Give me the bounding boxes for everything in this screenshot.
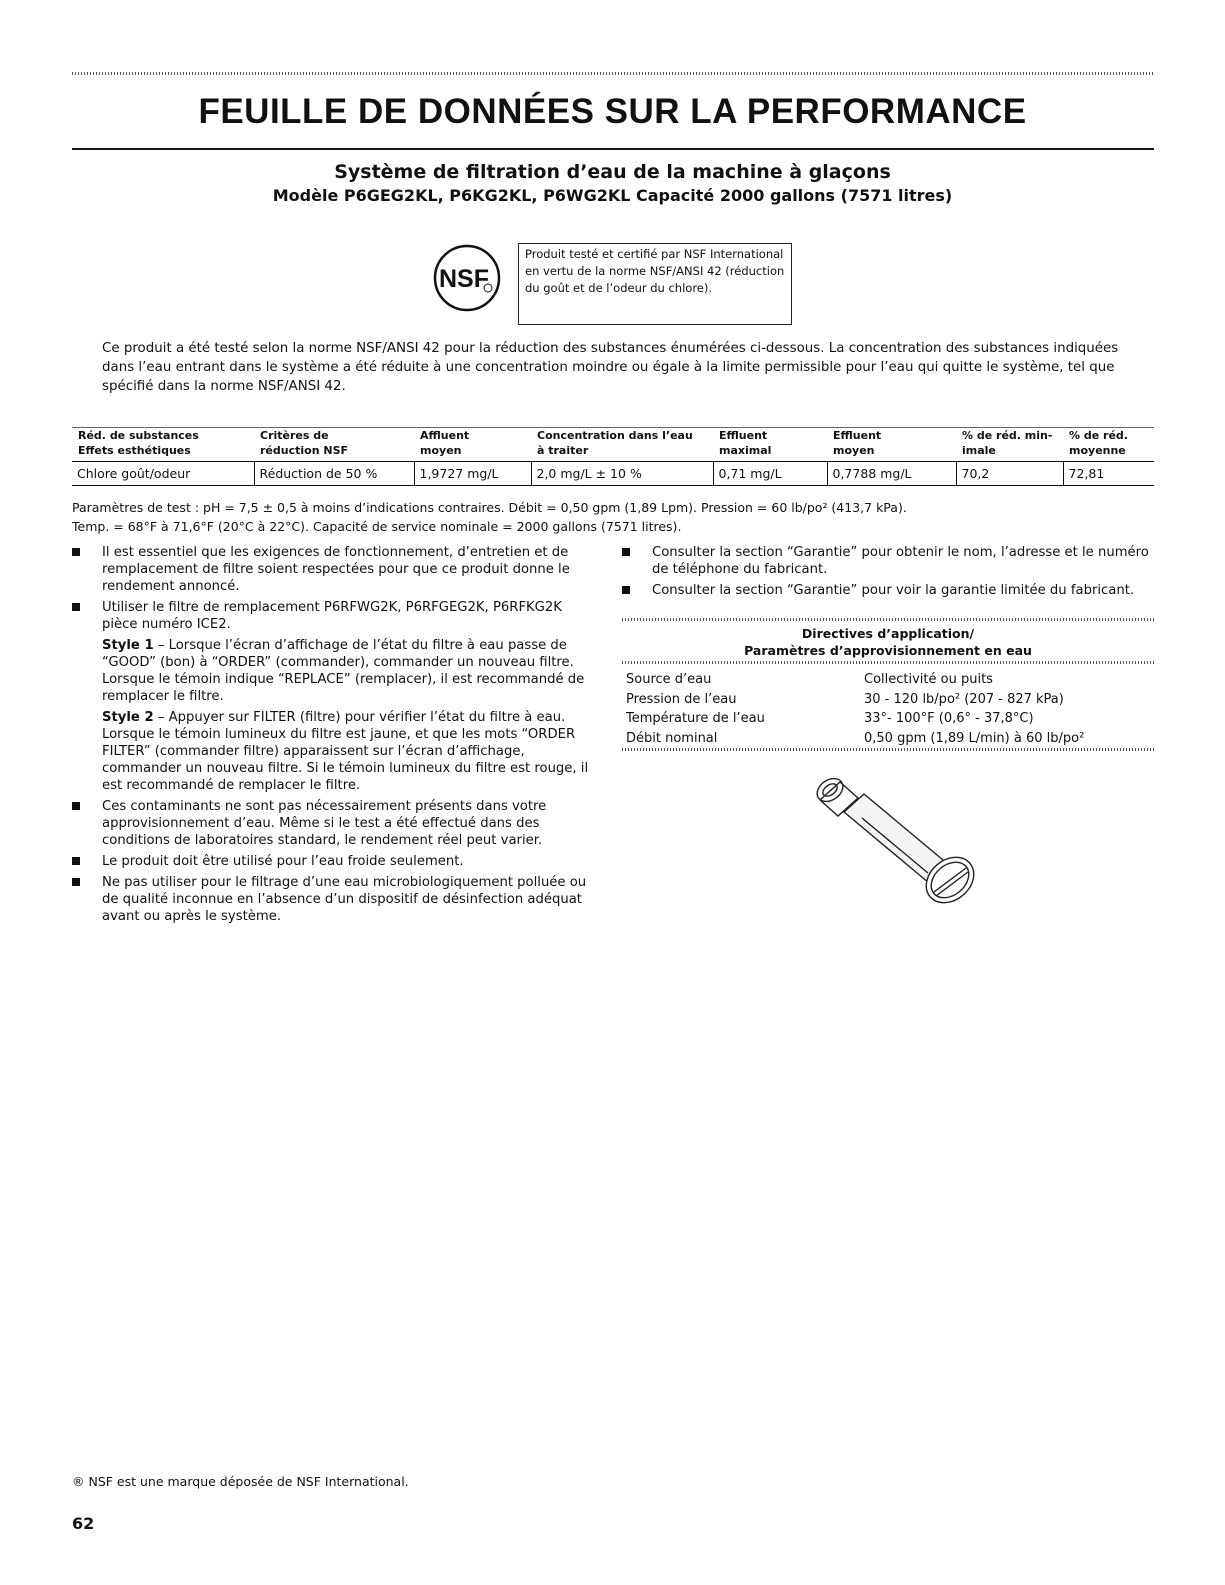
bullet-square-icon — [72, 603, 80, 611]
title-divider — [72, 148, 1154, 150]
nsf-logo-icon — [433, 244, 501, 312]
test-parameters-line: Paramètres de test : pH = 7,5 ± 0,5 à moins d’indications contraires. Débit = 0,50 gpm (1,89 Lpm). Pression = 60 lb/po² (413,7 kPa). — [72, 500, 907, 515]
list-item: Consulter la section “Garantie” pour voir la garantie limitée du fabricant. — [622, 582, 1154, 599]
table-row — [622, 709, 1154, 729]
table-header-cell: % de réd. moyenne — [1063, 428, 1154, 462]
right-bullet-list — [622, 544, 1154, 603]
application-title: Directives d’application/ Paramètres d’approvisionnement en eau — [744, 626, 1032, 658]
table-header-cell: Affluent moyen — [414, 428, 531, 462]
table-header-cell: Concentration dans l’eau à traiter — [531, 428, 713, 462]
list-item: Le produit doit être utilisé pour l’eau froide seulement. — [72, 853, 592, 870]
list-item: Utiliser le filtre de remplacement P6RFWG2K, P6RFGEG2K, P6RFKG2K pièce numéro ICE2. Style 1 – Lorsque l’écran d’affichage de l’état du filtre à eau passe de “GOOD” (bon) à “ORDER” (commander), commander un nouveau filtre. Lorsque le témoin indique “REPLACE” (remplacer), il est recommandé de remplacer le filtre. Style 2 – Appuyer sur FILTER (filtre) pour vérifier l’état du filtre à eau. Lorsque le témoin lumineux du filtre est jaune, et que les mots “ORDER FILTER” (commander filtre) apparaissent sur l’écran d’affichage, commander un nouveau filtre. Si le témoin lumineux du filtre est rouge, il est recommandé de remplacer le filtre. — [72, 599, 592, 794]
table-cell: 0,71 mg/L — [713, 462, 827, 486]
style-1-paragraph: Style 1 – Lorsque l’écran d’affichage de l’état du filtre à eau passe de “GOOD” (bon) à “ORDER” (commander), commander un nouveau filtre. Lorsque le témoin indique “REPLACE” (remplacer), il est recommandé de remplacer le filtre. — [102, 638, 585, 704]
left-bullet-list — [72, 544, 592, 929]
table-row — [72, 462, 1154, 486]
list-item: Ne pas utiliser pour le filtrage d’une eau microbiologiquement polluée ou de qualité inconnue en l’absence d’un dispositif de désinfection adéquat avant ou après le système. — [72, 874, 592, 925]
bullet-square-icon — [72, 878, 80, 886]
nsf-certification-box: Produit testé et certifié par NSF International en vertu de la norme NSF/ANSI 42 (réduction du goût et de l’odeur du chlore). — [518, 243, 792, 325]
nsf-logo-text: NSF — [439, 265, 489, 293]
table-cell: 72,81 — [1063, 462, 1154, 486]
top-dotted-rule — [72, 72, 1154, 75]
app-top-rule — [622, 618, 1154, 621]
table-header-cell: % de réd. min- imale — [956, 428, 1063, 462]
table-header-row — [72, 428, 1154, 462]
test-parameters-line: Temp. = 68°F à 71,6°F (20°C à 22°C). Capacité de service nominale = 2000 gallons (7571 litres). — [72, 519, 682, 534]
performance-table — [72, 427, 1154, 486]
style-2-paragraph: Style 2 – Appuyer sur FILTER (filtre) pour vérifier l’état du filtre à eau. Lorsque le témoin lumineux du filtre est jaune, et que les mots “ORDER FILTER” (commander filtre) apparaissent sur l’écran d’affichage, commander un nouveau filtre. Si le témoin lumineux du filtre est rouge, il est recommandé de remplacer le filtre. — [102, 710, 589, 793]
param-label: Pression de l’eau — [626, 691, 737, 707]
param-label: Source d’eau — [626, 672, 712, 687]
table-row — [622, 690, 1154, 710]
table-header-cell: Critères de réduction NSF — [254, 428, 414, 462]
application-table — [622, 670, 1154, 748]
bullet-square-icon — [72, 548, 80, 556]
table-row — [622, 670, 1154, 690]
table-cell: 0,7788 mg/L — [827, 462, 956, 486]
param-value: 0,50 gpm (1,89 L/min) à 60 lb/po² — [864, 730, 1085, 746]
param-value: 30 - 120 lb/po² (207 - 827 kPa) — [864, 691, 1064, 707]
app-bottom-rule — [622, 748, 1154, 751]
table-header-cell: Réd. de substances Effets esthétiques — [72, 428, 254, 462]
table-header-cell: Effluent maximal — [713, 428, 827, 462]
param-label: Débit nominal — [626, 730, 718, 746]
bullet-square-icon — [72, 802, 80, 810]
bullet-square-icon — [72, 857, 80, 865]
page-number: 62 — [72, 1514, 95, 1533]
table-cell: Chlore goût/odeur — [72, 462, 254, 486]
intro-paragraph: Ce produit a été testé selon la norme NSF/ANSI 42 pour la réduction des substances énumérées ci-dessous. La concentration des substances indiquées dans l’eau entrant dans le système a été réduite à une concentration moindre ou égale à la limite permissible pour l’eau qui quitte le système, tel que spécifié dans la norme NSF/ANSI 42. — [102, 341, 1119, 394]
param-value: 33°- 100°F (0,6° - 37,8°C) — [864, 711, 1034, 726]
page-title: FEUILLE DE DONNÉES SUR LA PERFORMANCE — [198, 92, 1027, 131]
param-value: Collectivité ou puits — [864, 672, 993, 687]
water-filter-illustration — [810, 768, 990, 908]
table-header-cell: Effluent moyen — [827, 428, 956, 462]
list-item: Ces contaminants ne sont pas nécessairement présents dans votre approvisionnement d’eau. Même si le test a été effectué dans des conditions de laboratoires standard, le rendement réel peut varier. — [72, 798, 592, 849]
table-row — [622, 729, 1154, 749]
system-subtitle: Système de filtration d’eau de la machine à glaçons — [334, 161, 891, 183]
list-item: Il est essentiel que les exigences de fonctionnement, d’entretien et de remplacement de filtre soient respectées pour que ce produit donne le rendement annoncé. — [72, 544, 592, 595]
table-cell: 2,0 mg/L ± 10 % — [531, 462, 713, 486]
table-cell: 70,2 — [956, 462, 1063, 486]
bullet-square-icon — [622, 548, 630, 556]
application-guidelines — [622, 618, 1154, 751]
trademark-footnote: ® NSF est une marque déposée de NSF International. — [72, 1474, 409, 1489]
test-parameters — [72, 498, 1154, 536]
bullet-square-icon — [622, 586, 630, 594]
app-header-rule — [622, 661, 1154, 664]
list-item: Consulter la section “Garantie” pour obtenir le nom, l’adresse et le numéro de téléphone du fabricant. — [622, 544, 1154, 578]
model-capacity-line: Modèle P6GEG2KL, P6KG2KL, P6WG2KL Capacité 2000 gallons (7571 litres) — [272, 186, 953, 205]
table-cell: Réduction de 50 % — [254, 462, 414, 486]
param-label: Température de l’eau — [626, 711, 765, 726]
table-cell: 1,9727 mg/L — [414, 462, 531, 486]
